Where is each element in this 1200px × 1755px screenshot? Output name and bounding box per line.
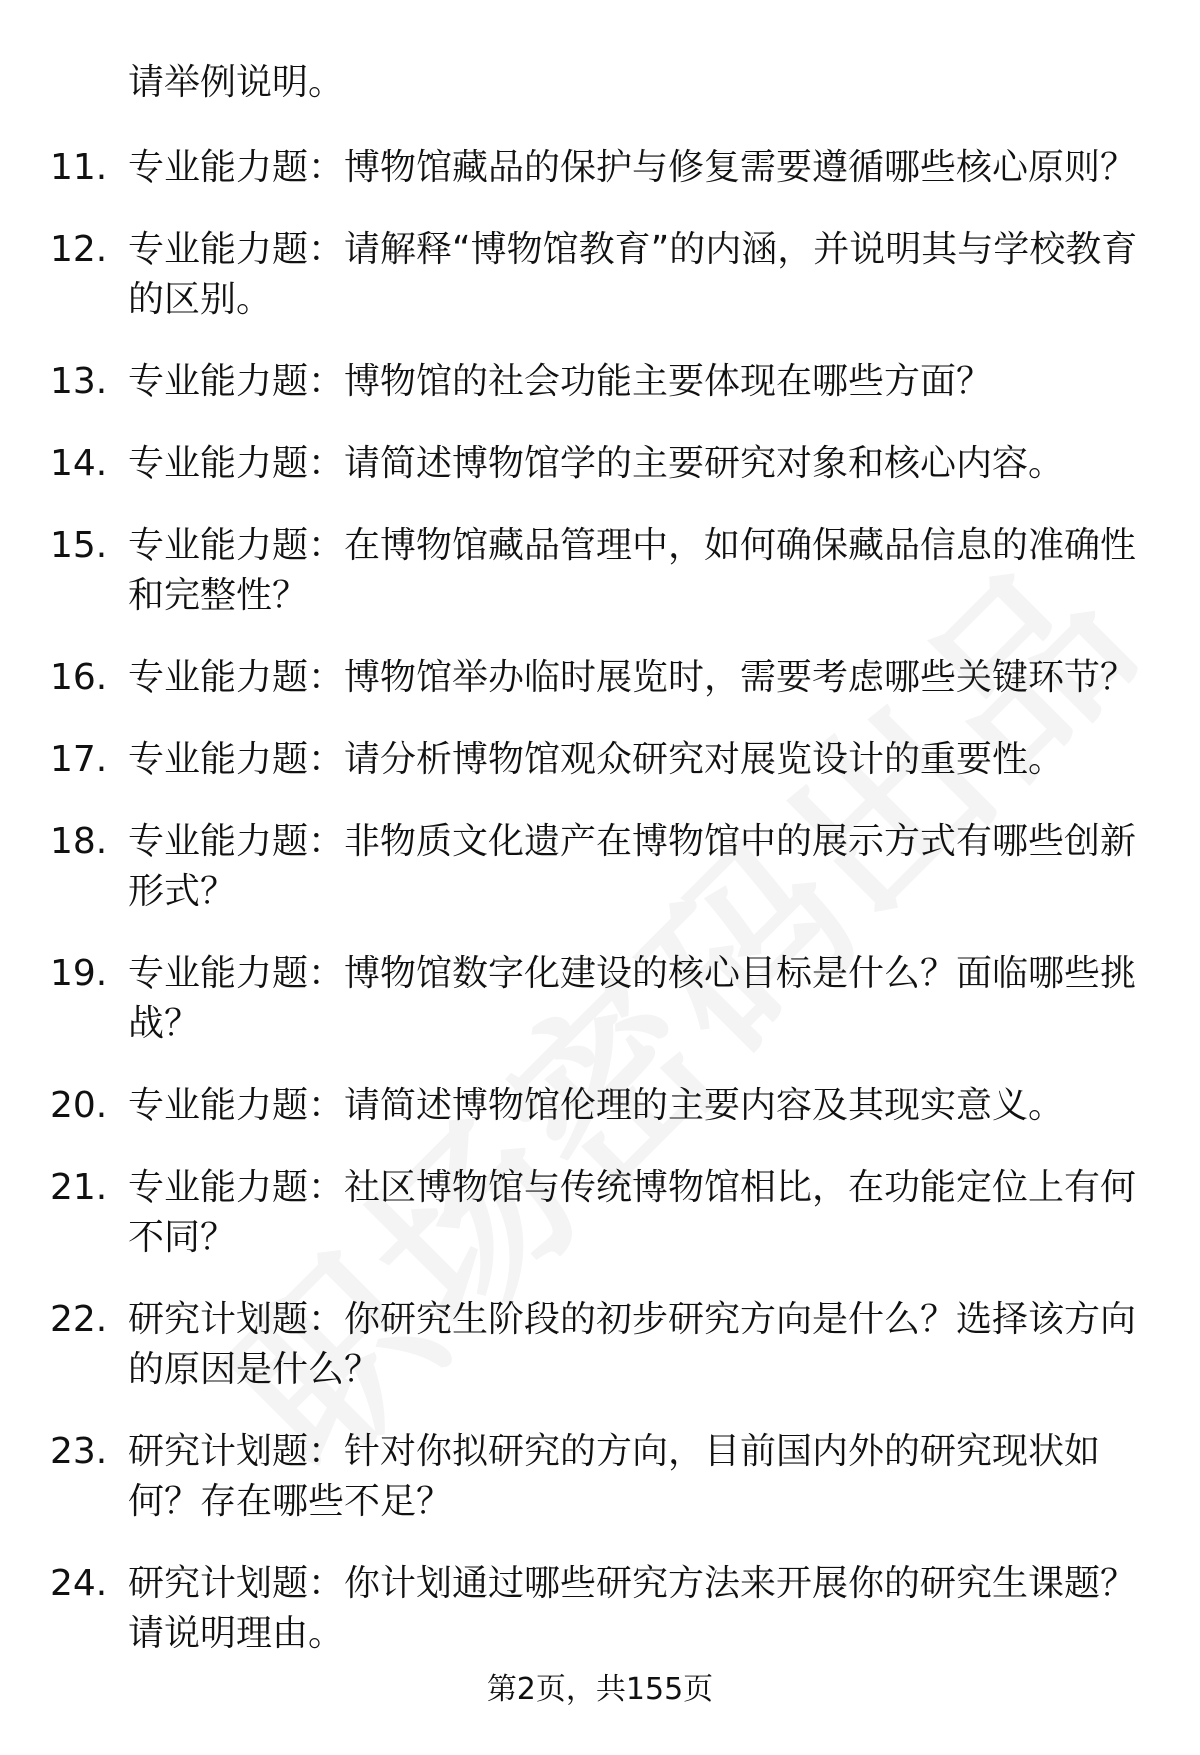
- item-text: 专业能力题：在博物馆藏品管理中，如何确保藏品信息的准确性和完整性？: [128, 525, 1137, 616]
- item-text: 专业能力题：非物质文化遗产在博物馆中的展示方式有哪些创新形式？: [128, 821, 1137, 912]
- item-text: 专业能力题：博物馆数字化建设的核心目标是什么？面临哪些挑战？: [128, 953, 1137, 1044]
- list-item: [50, 735, 1140, 785]
- item-number: 23.: [50, 1431, 108, 1472]
- item-number: 18.: [50, 821, 108, 862]
- page-number-footer: 第2页，共155页: [486, 1672, 714, 1707]
- item-number: 21.: [50, 1167, 108, 1208]
- item-text: 专业能力题：社区博物馆与传统博物馆相比，在功能定位上有何不同？: [128, 1167, 1137, 1258]
- item-number: 15.: [50, 525, 108, 566]
- list-item: [50, 1081, 1140, 1131]
- item-number: 11.: [50, 147, 108, 188]
- item-text: 专业能力题：博物馆举办临时展览时，需要考虑哪些关键环节？: [128, 657, 1137, 698]
- item-number: 22.: [50, 1299, 108, 1340]
- list-item: [50, 521, 1140, 621]
- continuation-text: 请举例说明。: [128, 62, 345, 103]
- list-item: [50, 817, 1140, 917]
- list-item: [50, 653, 1140, 703]
- list-item: [50, 225, 1140, 325]
- item-number: 14.: [50, 443, 108, 484]
- list-item: [50, 357, 1140, 407]
- item-number: 24.: [50, 1563, 108, 1604]
- item-number: 13.: [50, 361, 108, 402]
- item-text: 专业能力题：博物馆的社会功能主要体现在哪些方面？: [128, 361, 993, 402]
- list-item: [50, 1559, 1140, 1659]
- list-item: [50, 1163, 1140, 1263]
- list-item: [50, 1295, 1140, 1395]
- item-number: 17.: [50, 739, 108, 780]
- item-text: 专业能力题：博物馆藏品的保护与修复需要遵循哪些核心原则？: [128, 147, 1137, 188]
- item-text: 专业能力题：请解释“博物馆教育”的内涵，并说明其与学校教育的区别。: [128, 229, 1138, 320]
- item-text: 专业能力题：请分析博物馆观众研究对展览设计的重要性。: [128, 739, 1065, 780]
- item-text: 专业能力题：请简述博物馆学的主要研究对象和核心内容。: [128, 443, 1065, 484]
- item-number: 12.: [50, 229, 108, 270]
- item-number: 16.: [50, 657, 108, 698]
- list-item: [50, 439, 1140, 489]
- question-list: [50, 143, 1140, 1691]
- list-item: [50, 949, 1140, 1049]
- item-text: 专业能力题：请简述博物馆伦理的主要内容及其现实意义。: [128, 1085, 1065, 1126]
- list-item: [50, 143, 1140, 193]
- item-text: 研究计划题：你计划通过哪些研究方法来开展你的研究生课题？请说明理由。: [128, 1563, 1137, 1654]
- item-text: 研究计划题：针对你拟研究的方向，目前国内外的研究现状如何？存在哪些不足？: [128, 1431, 1101, 1522]
- list-item: [50, 1427, 1140, 1527]
- item-number: 19.: [50, 953, 108, 994]
- item-text: 研究计划题：你研究生阶段的初步研究方向是什么？选择该方向的原因是什么？: [128, 1299, 1137, 1390]
- item-number: 20.: [50, 1085, 108, 1126]
